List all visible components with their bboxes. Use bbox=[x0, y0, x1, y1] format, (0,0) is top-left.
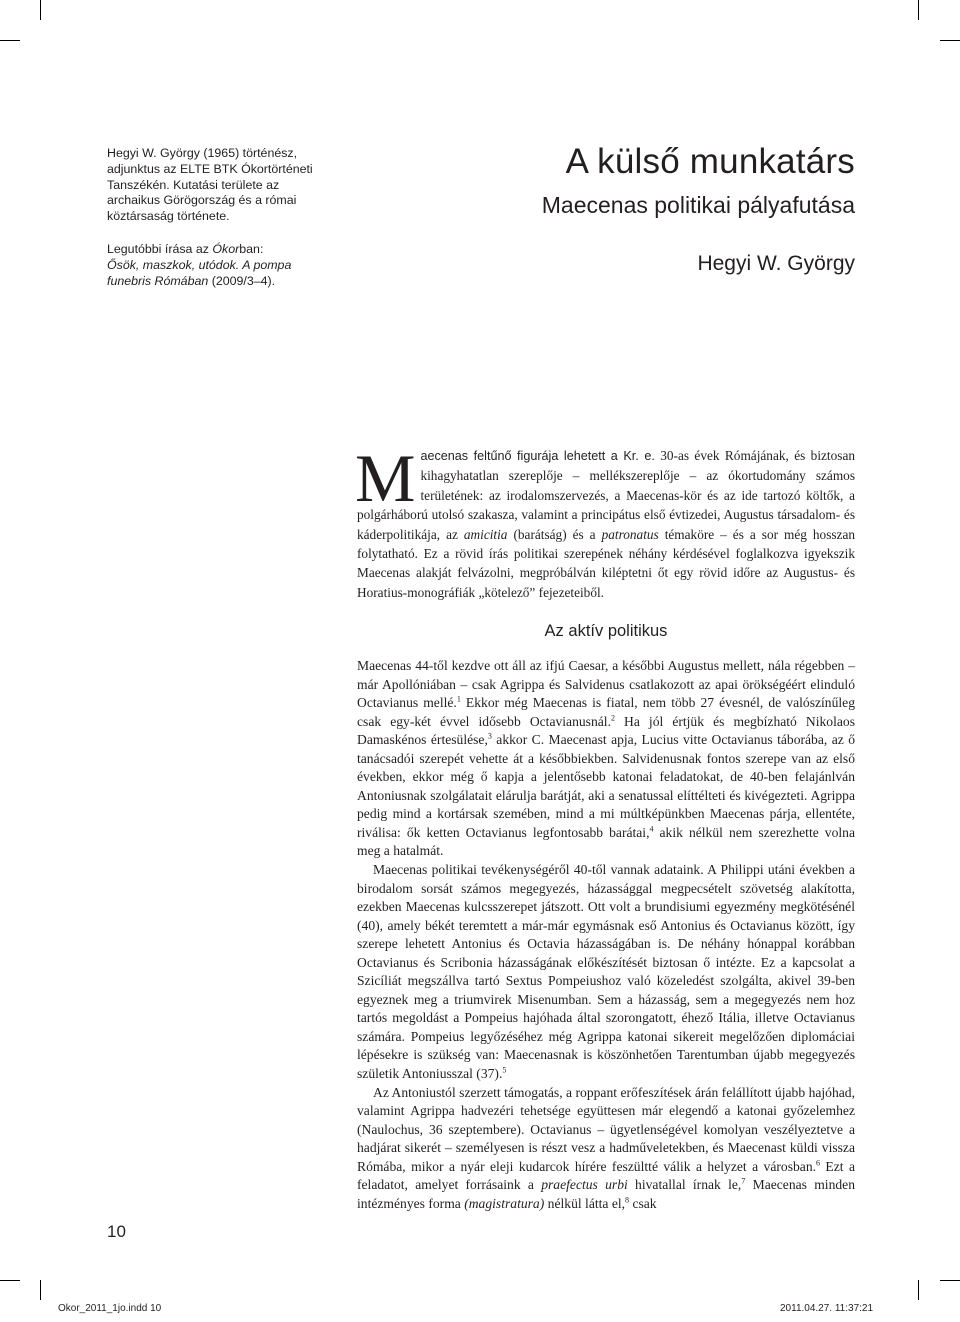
article-subtitle: Maecenas politikai pályafutása bbox=[541, 192, 855, 218]
body-text bbox=[357, 657, 855, 1213]
crop-mark bbox=[918, 1280, 919, 1300]
body-paragraph bbox=[357, 1084, 855, 1214]
body-paragraph bbox=[357, 657, 855, 861]
article-author: Hegyi W. György bbox=[697, 252, 855, 275]
latest-article-note bbox=[107, 242, 322, 289]
lead-text: (barátság) és a bbox=[507, 526, 602, 542]
footnote-ref: 3 bbox=[487, 731, 492, 741]
text-run: csak bbox=[629, 1195, 657, 1211]
lead-text: 30-as évek Rómájának, és biztosan kihagyhatatlan szereplője – mellékszereplője – az ókortudomány számos területének: az irodalomszervezés, a Maecenas-kör és az ide tartozó költők, a polgárháború utolsó szakasza, valamint a principátus első évtizedei, Augustus társadalom- és káderpolitikája, az bbox=[357, 448, 855, 542]
page-number: 10 bbox=[107, 1222, 126, 1241]
author-sidebar bbox=[107, 146, 322, 306]
lead-paragraph bbox=[355, 440, 856, 602]
emphasis: praefectus urbi bbox=[541, 1177, 628, 1193]
footnote-ref: 8 bbox=[625, 1195, 630, 1205]
text-run: Maecenas 44-től kezdve ott áll az ifjú Caesar, a későbbi Augustus mellett, nála régebben – már Apollóniában – csak Agrippa és Salvidenus csatlakozott az apai örökségéért elinduló Octavianus mellé. bbox=[357, 658, 855, 711]
crop-mark bbox=[40, 0, 41, 20]
footnote-ref: 5 bbox=[502, 1065, 507, 1075]
article-title: A külső munkatárs bbox=[565, 142, 855, 181]
text-run: Maecenas minden intézményes forma bbox=[357, 1177, 855, 1211]
text-run: akik nélkül nem szerezhette volna meg a hatalmát. bbox=[357, 824, 855, 859]
crop-mark bbox=[0, 1280, 20, 1281]
footnote-ref: 7 bbox=[741, 1176, 746, 1186]
lead-emphasis: amicitia bbox=[463, 526, 508, 542]
text-run: Maecenas politikai tevékenységéről 40-től vannak adataink. A Philippi utáni években a birodalom sorsát számos megegyezés, házassággal megpecsételt szövetség alakította, ezekben Maecenas kulcsszerepet játszott. Ott volt a brundisiumi egyezmény megkötésénél (40), amely békét teremtett a már-már egymásnak eső Antonius és Octavianus között, így szerepe lehetett Antonius és Octavia házasságában is. De néhány hónappal korábban Octavianus és Scribonia házasságának előkészítését biztosan ő intézte. Ez a kapcsolat a Szicíliát megszállva tartó Sextus Pompeiushoz való közeledést szolgálta, akivel 39-ben egyeznek meg a triumvirek Misenumban. Sem a házasság, sem a megegyezés nem hoz tartós megoldást a Pompeius hajóhada által szorongatott, éhező Itália, illetve Octavianus számára. Pompeius legyőzéséhez még Agrippa katonai sikereit megelőzően diplomáciai lépésekre is szükség van: Maecenasnak is köszönhetően Tarentumban újabb megegyezés születik Antoniusszal (37). bbox=[357, 862, 855, 1082]
footnote-ref: 4 bbox=[649, 824, 654, 834]
footnote-ref: 6 bbox=[816, 1158, 821, 1168]
footnote-ref: 2 bbox=[610, 713, 615, 723]
text-run: hivatallal írnak le, bbox=[627, 1177, 742, 1193]
crop-mark bbox=[940, 40, 960, 41]
author-bio: Hegyi W. György (1965) történész, adjunktus az ELTE BTK Ókortörténeti Tanszékén. Kutatási területe az archaikus Görögország és a római köztársaság története. bbox=[107, 146, 313, 224]
lead-emphasis: patronatus bbox=[601, 526, 659, 542]
latest-article-title: Ősök, maszkok, utódok. A pompa funebris Rómában bbox=[107, 257, 292, 288]
text-run: Ekkor még Maecenas is fiatal, nem több 27 évesnél, de valószínűleg csak egy-két évvel idősebb Octavianusnál. bbox=[357, 695, 855, 729]
text-run: Ha jól értjük és megbízható Nikolaos Damaskénos értesülése, bbox=[357, 713, 855, 748]
journal-name: Ókor bbox=[212, 241, 240, 256]
lead-first-words: aecenas feltűnő figurája lehetett a Kr. e. bbox=[420, 449, 655, 463]
crop-mark bbox=[918, 0, 919, 20]
section-heading: Az aktív politikus bbox=[544, 622, 668, 640]
crop-mark bbox=[940, 1280, 960, 1281]
emphasis: (magistratura) bbox=[464, 1195, 545, 1211]
lead-text: témaköre – és a sor még hosszan folytatható. Ez a rövid írás politikai szerepének néhány kérdésével foglalkozva igyekszik Maecenas alakját felvázolni, megpróbálván kiléptetni őt egy rövid időre az Augustus- és Horatius-monográfiák „kötelező” fejezeteiből. bbox=[357, 526, 856, 600]
text-run: Az Antoniustól szerzett támogatás, a roppant erőfeszítések árán felállított újabb hajóhad, valamint Agrippa hadvezéri tehetsége együttesen már elegendő a katonai győzelemhez (Naulochus, 36 szeptembere). Octavianus – ügyetlenségével komolyan veszélyeztetve a hadjárat sikerét – személyesen is részt vesz a hadműveletekben, és Maecenast küldi vissza Rómába, mikor a nyár eleji kudarcok hírére feszültté válik a helyzet a városban. bbox=[357, 1084, 855, 1174]
drop-cap: M bbox=[355, 440, 416, 516]
crop-mark bbox=[40, 1280, 41, 1300]
body-paragraph bbox=[357, 861, 855, 1084]
slug-filename: Okor_2011_1jo.indd 10 bbox=[58, 1303, 162, 1314]
text-run: akkor C. Maecenast apja, Lucius vitte Octavianus táborába, az ő tanácsadói szerepét vehette át a későbbiekben. Salvidenusnak fontos szerepe van az első években, ekkor még ő kapja a jelentősebb katonai feladatokat, de 40-ben felajánlván Antoniusnak szolgálatait elárulja barátját, aki a senatussal elíttélteti és kivégezteti. Agrippa pedig mind a kortársak szemében, mind a mi múltképünkben Maecenas párja, ellentéte, riválisa: ők ketten Octavianus legfontosabb barátai, bbox=[357, 732, 855, 840]
text-run: nélkül látta el, bbox=[544, 1195, 626, 1211]
journal-suffix: ban: bbox=[239, 241, 264, 256]
text-run: Ezt a feladatot, amelyet forrásaink a bbox=[357, 1158, 855, 1193]
latest-intro: Legutóbbi írása az bbox=[107, 241, 213, 256]
footnote-ref: 1 bbox=[456, 694, 461, 704]
crop-mark bbox=[0, 40, 20, 41]
latest-article-ref: (2009/3–4). bbox=[208, 273, 276, 288]
slug-timestamp: 2011.04.27. 11:37:21 bbox=[780, 1303, 874, 1314]
